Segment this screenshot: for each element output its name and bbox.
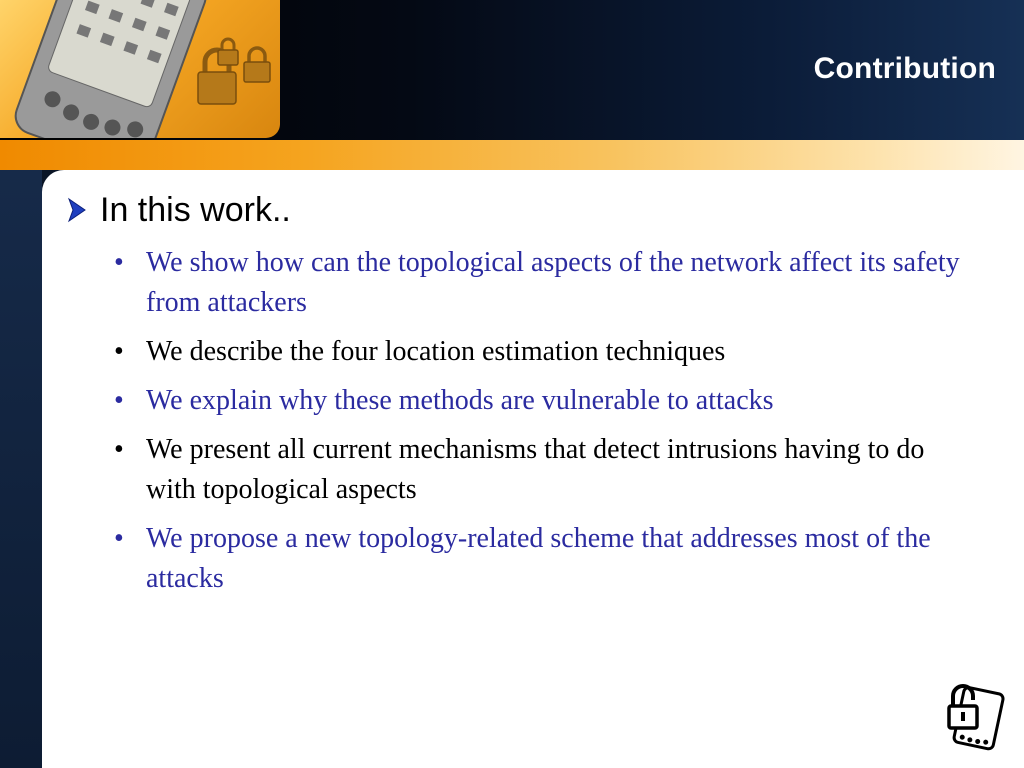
arrow-right-icon [66, 190, 92, 230]
bullet-text: We present all current mechanisms that detect intrusions having to do with topological aspects [146, 434, 925, 505]
slide-title: Contribution [813, 52, 996, 85]
bullet-item [110, 381, 960, 421]
bullet-list [110, 243, 960, 608]
pda-lock-photo [0, 0, 280, 138]
header-photo [0, 0, 280, 138]
bullet-text: We propose a new topology-related scheme that addresses most of the attacks [146, 523, 931, 594]
orange-stripe [0, 140, 1024, 170]
bullet-dot: • [114, 434, 124, 465]
bullet-item [110, 519, 960, 599]
bullet-text: We describe the four location estimation techniques [146, 336, 726, 367]
heading-text: In this work.. [100, 190, 291, 229]
bullet-item [110, 332, 960, 372]
bullet-dot: • [114, 385, 124, 416]
left-side-bar [0, 170, 42, 768]
bullet-text: We explain why these methods are vulnerable to attacks [146, 385, 774, 416]
bullet-dot: • [114, 523, 124, 554]
heading-item [66, 190, 291, 230]
bullet-text: We show how can the topological aspects of the network affect its safety from attackers [146, 247, 960, 318]
bullet-dot: • [114, 247, 124, 278]
bullet-dot: • [114, 336, 124, 367]
header-band [0, 0, 1024, 140]
pda-lock-icon [945, 676, 1011, 752]
bullet-item [110, 430, 960, 510]
bullet-item [110, 243, 960, 323]
